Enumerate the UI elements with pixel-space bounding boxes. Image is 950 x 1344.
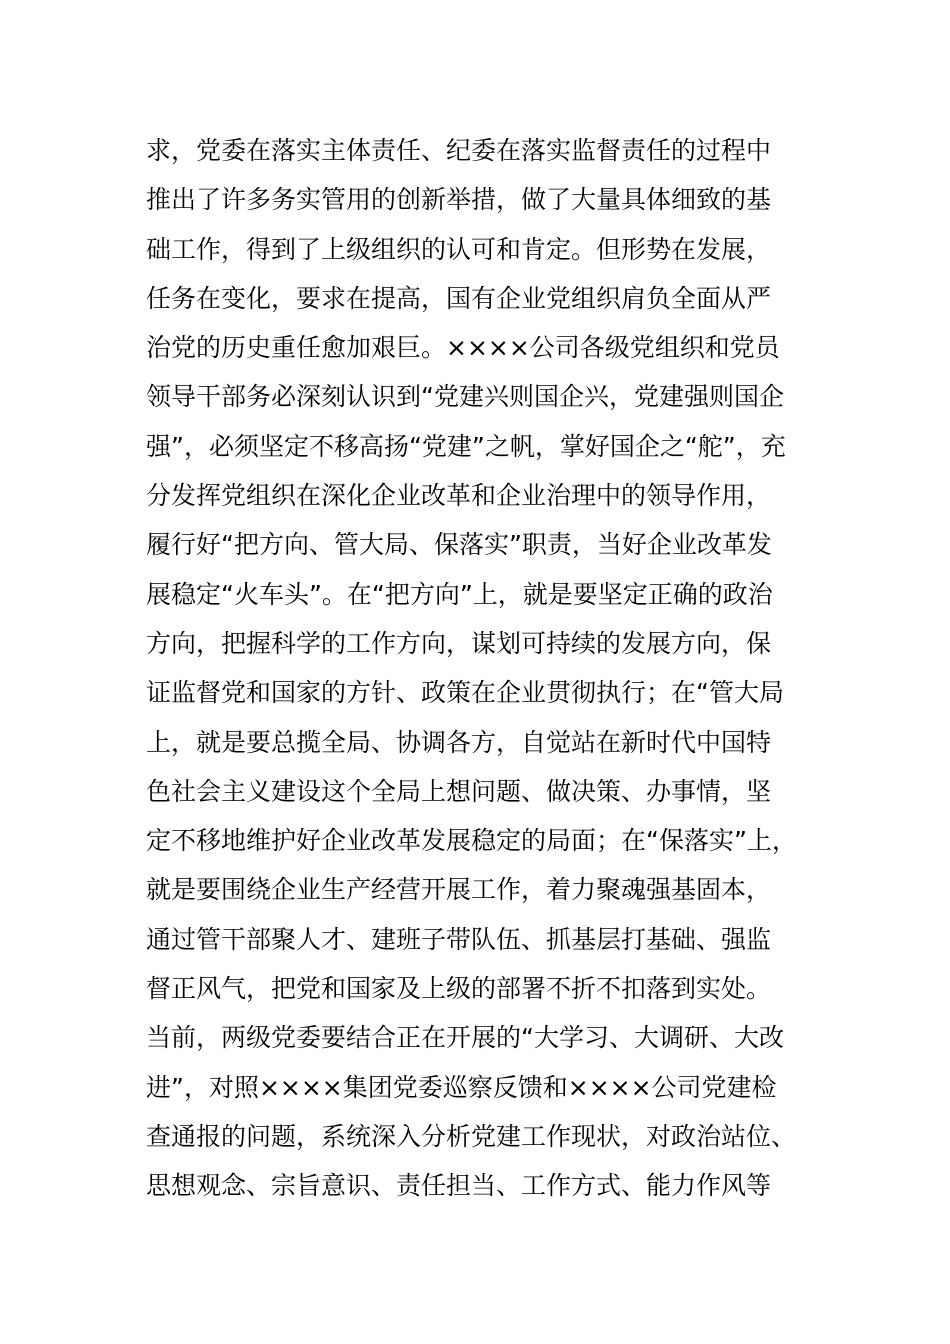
text-line: 就是要围绕企业生产经营开展工作，着力聚魂强基固本，: [146, 875, 772, 905]
text-line: 方向，把握科学的工作方向，谋划可持续的发展方向，保: [146, 628, 772, 658]
text-line: 色社会主义建设这个全局上想问题、做决策、办事情，坚: [146, 776, 772, 806]
text-line: 展稳定“火车头”。在“把方向”上，就是要坚定正确的政治: [146, 579, 773, 609]
text-line: 分发挥党组织在深化企业改革和企业治理中的领导作用，: [146, 481, 772, 511]
body-paragraph: [146, 126, 816, 1211]
text-line: 进”，对照××××集团党委巡察反馈和××××公司党建检: [146, 1072, 777, 1102]
text-line: 治党的历史重任愈加艰巨。××××公司各级党组织和党员: [146, 333, 780, 363]
text-line: 查通报的问题，系统深入分析党建工作现状，对政治站位、: [146, 1121, 797, 1151]
text-line: 上，就是要总揽全局、协调各方，自觉站在新时代中国特: [146, 727, 772, 757]
text-line: 证监督党和国家的方针、政策在企业贯彻执行；在“管大局: [146, 678, 784, 708]
text-line: 任务在变化，要求在提高，国有企业党组织肩负全面从严: [146, 283, 772, 313]
text-line: 通过管干部聚人才、建班子带队伍、抓基层打基础、强监: [146, 924, 772, 954]
text-line: 础工作，得到了上级组织的认可和肯定。但形势在发展，: [146, 234, 772, 264]
text-line: 当前，两级党委要结合正在开展的“大学习、大调研、大改: [146, 1023, 784, 1053]
text-line: 思想观念、宗旨意识、责任担当、工作方式、能力作风等: [146, 1171, 772, 1201]
text-line: 求，党委在落实主体责任、纪委在落实监督责任的过程中: [146, 136, 772, 165]
text-line: 定不移地维护好企业改革发展稳定的局面；在“保落实”上，: [146, 826, 797, 856]
text-line: 督正风气，把党和国家及上级的部署不折不扣落到实处。: [146, 974, 772, 1004]
text-line: 履行好“把方向、管大局、保落实”职责，当好企业改革发: [146, 530, 772, 560]
text-line: 推出了许多务实管用的创新举措，做了大量具体细致的基: [146, 185, 772, 215]
text-line: 领导干部务必深刻认识到“党建兴则国企兴，党建强则国企: [146, 382, 784, 412]
text-line: 强”，必须坚定不移高扬“党建”之帆，掌好国企之“舵”，充: [146, 431, 786, 461]
